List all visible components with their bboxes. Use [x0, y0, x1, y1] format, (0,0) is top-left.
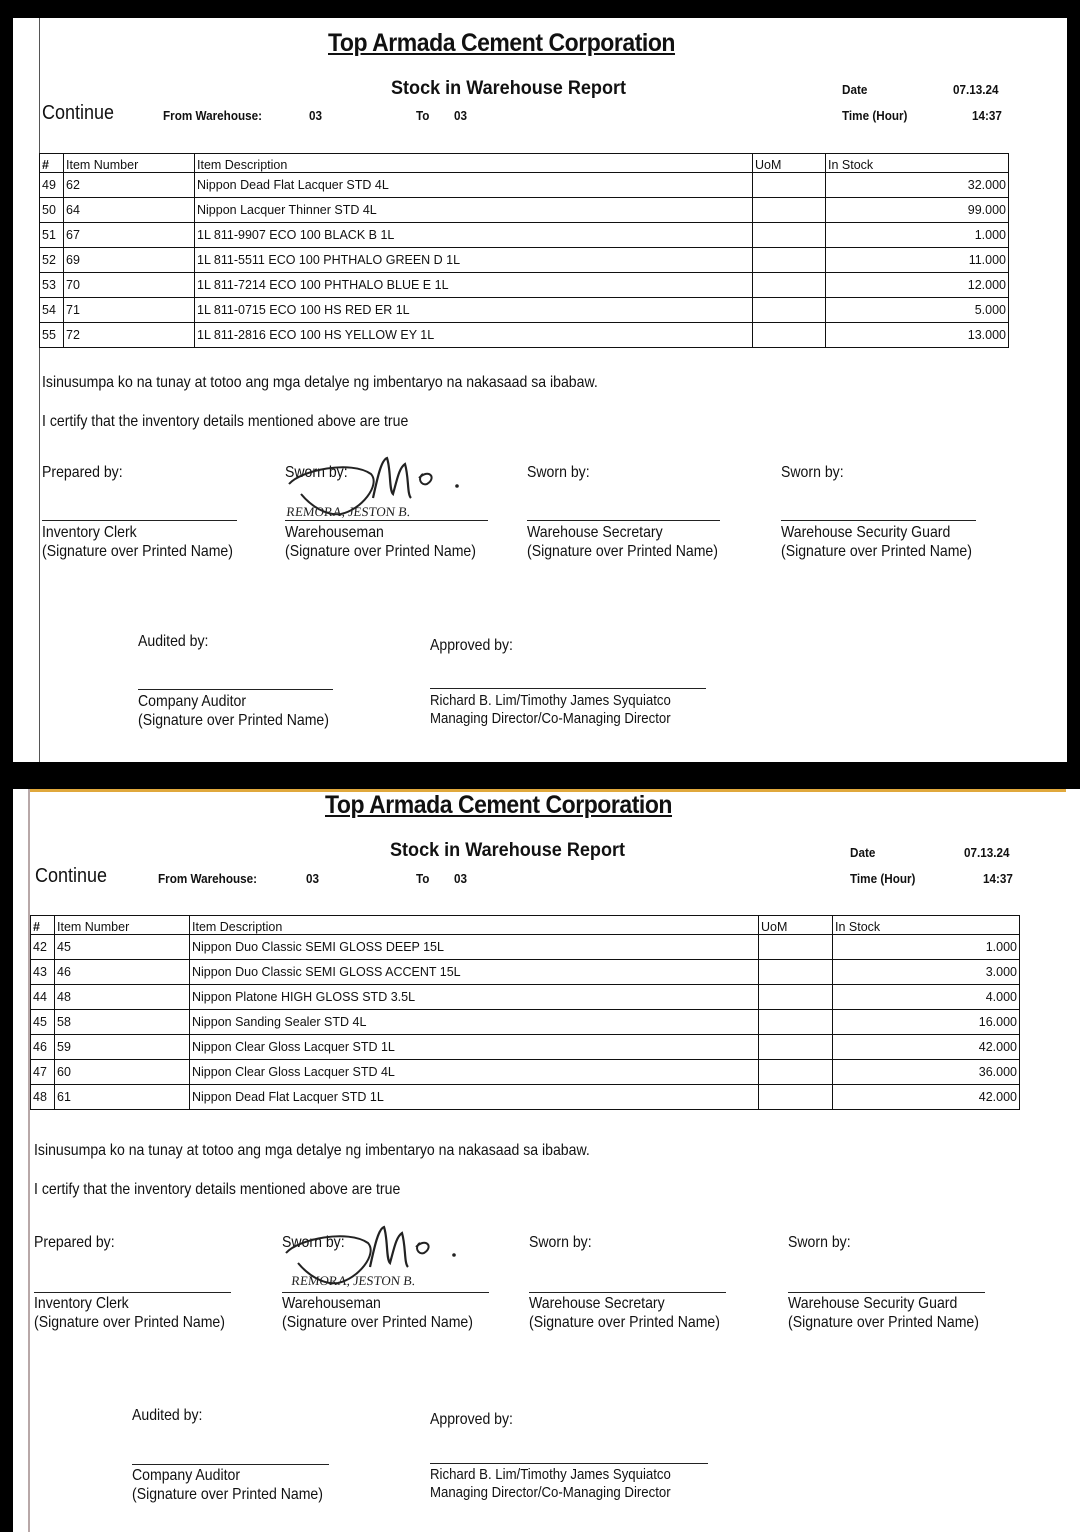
signature-line — [788, 1292, 985, 1293]
table-row — [40, 223, 1009, 248]
sworn-by-heading: Sworn by: — [781, 464, 844, 481]
signatory-note: (Signature over Printed Name) — [42, 543, 233, 560]
uom — [759, 1010, 833, 1035]
signatory-note: (Signature over Printed Name) — [132, 1486, 323, 1503]
company-auditor-block — [138, 692, 329, 730]
sworn-by-heading: Sworn by: — [529, 1234, 592, 1251]
to-label: To — [416, 108, 430, 123]
time-label: Time (Hour) — [850, 871, 916, 886]
signature-line — [285, 520, 488, 521]
col-header-description: Item Description — [195, 154, 753, 173]
approved-by-heading: Approved by: — [430, 1411, 513, 1428]
sworn-by-heading: Sworn by: — [285, 464, 348, 481]
svg-text:REMORA, JESTON B.: REMORA, JESTON B. — [290, 1273, 417, 1288]
table-row — [40, 273, 1009, 298]
uom — [753, 198, 826, 223]
warehouse-secretary-block — [529, 1294, 720, 1332]
signature-line — [138, 689, 333, 690]
item-number: 60 — [55, 1060, 190, 1085]
item-description: 1L 811-0715 ECO 100 HS RED ER 1L — [195, 298, 753, 323]
signature-line — [42, 520, 237, 521]
uom — [753, 223, 826, 248]
signatory-note: (Signature over Printed Name) — [529, 1314, 720, 1331]
director-titles: Managing Director/Co-Managing Director — [430, 1484, 671, 1501]
security-guard-block — [788, 1294, 979, 1332]
row-number: 48 — [31, 1085, 55, 1110]
uom — [753, 323, 826, 348]
uom — [753, 173, 826, 198]
page-margin-line — [39, 18, 40, 762]
to-warehouse-value: 03 — [454, 871, 468, 886]
page-margin-line — [28, 789, 30, 1532]
item-description: Nippon Duo Classic SEMI GLOSS ACCENT 15L — [190, 960, 759, 985]
in-stock: 5.000 — [826, 298, 1009, 323]
svg-text:REMORA, JESTON B.: REMORA, JESTON B. — [285, 504, 412, 519]
col-header-item-number: Item Number — [55, 916, 190, 935]
handwritten-signature-icon — [281, 450, 481, 522]
warehouseman-block — [282, 1294, 473, 1332]
item-number: 45 — [55, 935, 190, 960]
handwritten-signature-icon — [278, 1219, 478, 1291]
signatory-role: Inventory Clerk — [34, 1295, 129, 1312]
row-number: 47 — [31, 1060, 55, 1085]
company-name: Top Armada Cement Corporation — [328, 29, 676, 57]
in-stock: 4.000 — [833, 985, 1020, 1010]
date-label: Date — [850, 845, 876, 860]
signature-line — [430, 688, 706, 689]
in-stock: 11.000 — [826, 248, 1009, 273]
prepared-by-heading: Prepared by: — [34, 1234, 115, 1251]
in-stock: 12.000 — [826, 273, 1009, 298]
table-row — [40, 198, 1009, 223]
item-number: 70 — [64, 273, 195, 298]
managing-directors-block — [430, 1466, 671, 1502]
in-stock: 13.000 — [826, 323, 1009, 348]
table-row — [40, 173, 1009, 198]
report-page-2 — [13, 789, 1080, 1532]
item-number: 58 — [55, 1010, 190, 1035]
row-number: 53 — [40, 273, 64, 298]
col-header-in-stock: In Stock — [833, 916, 1020, 935]
from-warehouse-label: From Warehouse: — [163, 108, 263, 123]
from-warehouse-value: 03 — [309, 108, 323, 123]
row-number: 46 — [31, 1035, 55, 1060]
table-row — [31, 1060, 1020, 1085]
report-title: Stock in Warehouse Report — [390, 840, 626, 861]
item-description: 1L 811-7214 ECO 100 PHTHALO BLUE E 1L — [195, 273, 753, 298]
in-stock: 3.000 — [833, 960, 1020, 985]
row-number: 52 — [40, 248, 64, 273]
from-warehouse-label: From Warehouse: — [158, 871, 258, 886]
warehouse-secretary-block — [527, 523, 718, 561]
table-row — [31, 1010, 1020, 1035]
col-header-uom: UoM — [759, 916, 833, 935]
security-guard-block — [781, 523, 972, 561]
item-description: Nippon Platone HIGH GLOSS STD 3.5L — [190, 985, 759, 1010]
uom — [759, 1085, 833, 1110]
in-stock: 42.000 — [833, 1085, 1020, 1110]
inventory-clerk-block — [34, 1294, 225, 1332]
row-number: 51 — [40, 223, 64, 248]
signatory-note: (Signature over Printed Name) — [781, 543, 972, 560]
statement-english: I certify that the inventory details mentioned above are true — [42, 413, 409, 430]
signature-line — [527, 520, 720, 521]
approved-by-heading: Approved by: — [430, 637, 513, 654]
to-warehouse-value: 03 — [454, 108, 468, 123]
row-number: 49 — [40, 173, 64, 198]
uom — [759, 1035, 833, 1060]
item-number: 71 — [64, 298, 195, 323]
item-description: Nippon Lacquer Thinner STD 4L — [195, 198, 753, 223]
signatory-note: (Signature over Printed Name) — [285, 543, 476, 560]
uom — [753, 273, 826, 298]
item-description: Nippon Sanding Sealer STD 4L — [190, 1010, 759, 1035]
time-label: Time (Hour) — [842, 108, 908, 123]
row-number: 44 — [31, 985, 55, 1010]
signature-line — [430, 1463, 708, 1464]
director-names: Richard B. Lim/Timothy James Syquiatco — [430, 1466, 671, 1483]
table-header-row — [40, 154, 1009, 173]
company-name: Top Armada Cement Corporation — [325, 791, 673, 819]
item-number: 46 — [55, 960, 190, 985]
signatory-note: (Signature over Printed Name) — [282, 1314, 473, 1331]
item-number: 59 — [55, 1035, 190, 1060]
row-number: 55 — [40, 323, 64, 348]
item-description: 1L 811-5511 ECO 100 PHTHALO GREEN D 1L — [195, 248, 753, 273]
signatory-role: Company Auditor — [132, 1467, 241, 1484]
signature-line — [34, 1292, 231, 1293]
item-description: Nippon Dead Flat Lacquer STD 4L — [195, 173, 753, 198]
row-number: 43 — [31, 960, 55, 985]
audited-by-heading: Audited by: — [138, 633, 209, 650]
table-row — [40, 298, 1009, 323]
in-stock: 1.000 — [826, 223, 1009, 248]
uom — [759, 1060, 833, 1085]
item-number: 61 — [55, 1085, 190, 1110]
in-stock: 16.000 — [833, 1010, 1020, 1035]
table-header-row — [31, 916, 1020, 935]
uom — [759, 935, 833, 960]
table-row — [31, 960, 1020, 985]
table-row — [40, 248, 1009, 273]
item-description: Nippon Clear Gloss Lacquer STD 4L — [190, 1060, 759, 1085]
signatory-role: Warehouseman — [282, 1295, 381, 1312]
time-value: 14:37 — [972, 108, 1002, 123]
signatory-note: (Signature over Printed Name) — [34, 1314, 225, 1331]
uom — [753, 248, 826, 273]
prepared-by-heading: Prepared by: — [42, 464, 123, 481]
signatory-note: (Signature over Printed Name) — [527, 543, 718, 560]
statement-tagalog: Isinusumpa ko na tunay at totoo ang mga detalye ng imbentaryo na nakasaad sa ibabaw. — [34, 1142, 590, 1159]
item-description: Nippon Clear Gloss Lacquer STD 1L — [190, 1035, 759, 1060]
in-stock: 99.000 — [826, 198, 1009, 223]
sworn-by-heading: Sworn by: — [788, 1234, 851, 1251]
col-header-description: Item Description — [190, 916, 759, 935]
date-value: 07.13.24 — [964, 845, 1010, 860]
date-value: 07.13.24 — [953, 82, 999, 97]
warehouseman-block — [285, 523, 476, 561]
stock-table — [30, 915, 1020, 1110]
signature-line — [132, 1464, 329, 1465]
time-value: 14:37 — [983, 871, 1013, 886]
col-header-in-stock: In Stock — [826, 154, 1009, 173]
continue-label: Continue — [42, 102, 115, 124]
uom — [753, 298, 826, 323]
stock-table — [39, 153, 1009, 348]
signature-line — [282, 1292, 489, 1293]
director-names: Richard B. Lim/Timothy James Syquiatco — [430, 692, 671, 709]
table-row — [31, 935, 1020, 960]
audited-by-heading: Audited by: — [132, 1407, 203, 1424]
signatory-note: (Signature over Printed Name) — [788, 1314, 979, 1331]
continue-label: Continue — [35, 865, 108, 887]
report-title: Stock in Warehouse Report — [391, 78, 627, 99]
item-description: 1L 811-9907 ECO 100 BLACK B 1L — [195, 223, 753, 248]
signature-line — [781, 520, 976, 521]
director-titles: Managing Director/Co-Managing Director — [430, 710, 671, 727]
col-header-uom: UoM — [753, 154, 826, 173]
signature-line — [529, 1292, 726, 1293]
row-number: 45 — [31, 1010, 55, 1035]
uom — [759, 985, 833, 1010]
item-description: 1L 811-2816 ECO 100 HS YELLOW EY 1L — [195, 323, 753, 348]
sworn-by-heading: Sworn by: — [527, 464, 590, 481]
col-header-number: # — [31, 916, 55, 935]
statement-tagalog: Isinusumpa ko na tunay at totoo ang mga detalye ng imbentaryo na nakasaad sa ibabaw. — [42, 374, 598, 391]
item-number: 72 — [64, 323, 195, 348]
signatory-role: Warehouse Security Guard — [788, 1295, 958, 1312]
item-description: Nippon Dead Flat Lacquer STD 1L — [190, 1085, 759, 1110]
col-header-item-number: Item Number — [64, 154, 195, 173]
in-stock: 36.000 — [833, 1060, 1020, 1085]
item-number: 67 — [64, 223, 195, 248]
item-number: 48 — [55, 985, 190, 1010]
to-label: To — [416, 871, 430, 886]
report-page-1 — [13, 18, 1067, 762]
inventory-clerk-block — [42, 523, 233, 561]
row-number: 42 — [31, 935, 55, 960]
sworn-by-heading: Sworn by: — [282, 1234, 345, 1251]
signatory-note: (Signature over Printed Name) — [138, 712, 329, 729]
signatory-role: Warehouse Secretary — [527, 524, 663, 541]
item-description: Nippon Duo Classic SEMI GLOSS DEEP 15L — [190, 935, 759, 960]
row-number: 54 — [40, 298, 64, 323]
statement-english: I certify that the inventory details mentioned above are true — [34, 1181, 401, 1198]
date-label: Date — [842, 82, 868, 97]
table-row — [40, 323, 1009, 348]
signatory-role: Warehouse Secretary — [529, 1295, 665, 1312]
row-number: 50 — [40, 198, 64, 223]
managing-directors-block — [430, 692, 671, 728]
table-row — [31, 985, 1020, 1010]
item-number: 62 — [64, 173, 195, 198]
in-stock: 42.000 — [833, 1035, 1020, 1060]
item-number: 69 — [64, 248, 195, 273]
table-row — [31, 1085, 1020, 1110]
item-number: 64 — [64, 198, 195, 223]
col-header-number: # — [40, 154, 64, 173]
in-stock: 1.000 — [833, 935, 1020, 960]
from-warehouse-value: 03 — [306, 871, 320, 886]
table-row — [31, 1035, 1020, 1060]
uom — [759, 960, 833, 985]
in-stock: 32.000 — [826, 173, 1009, 198]
signatory-role: Warehouse Security Guard — [781, 524, 951, 541]
signatory-role: Inventory Clerk — [42, 524, 137, 541]
company-auditor-block — [132, 1466, 323, 1504]
signatory-role: Warehouseman — [285, 524, 384, 541]
signatory-role: Company Auditor — [138, 693, 247, 710]
